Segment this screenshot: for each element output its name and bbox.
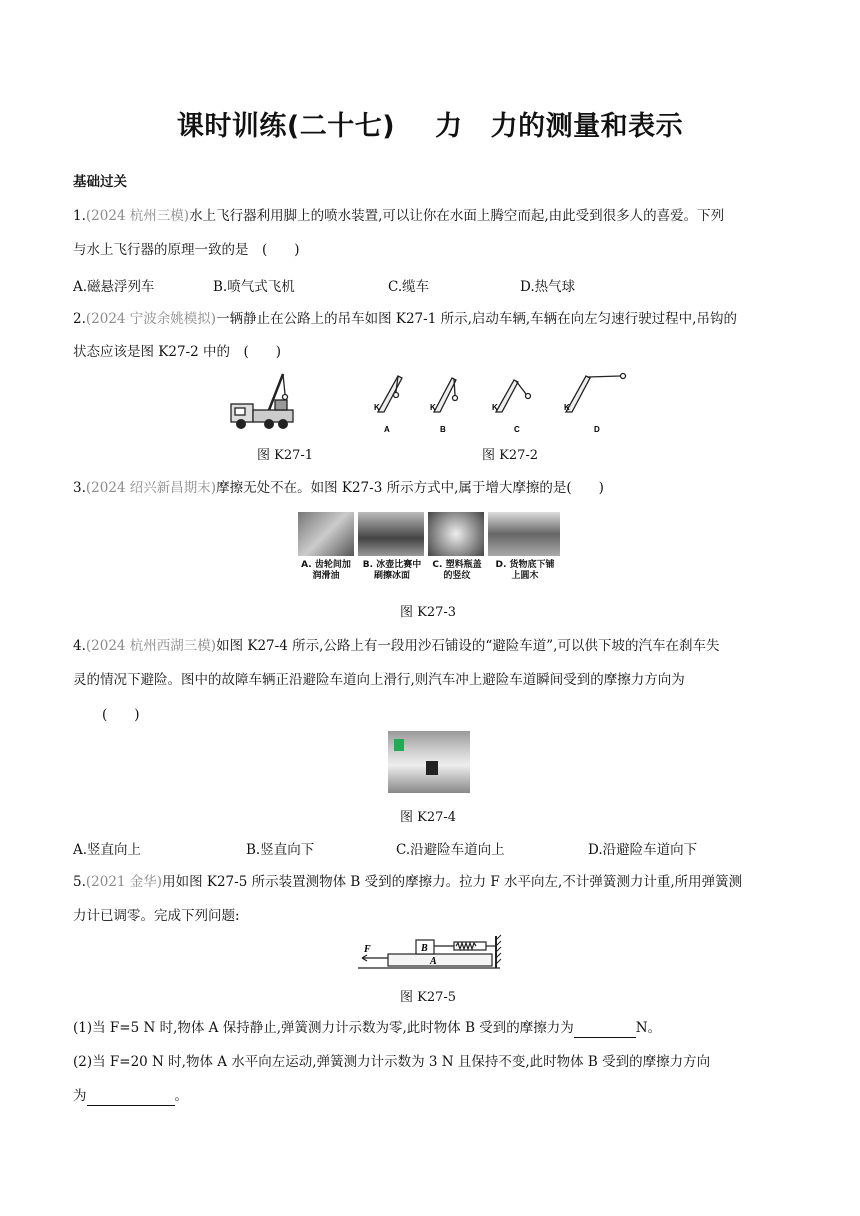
- q3-line-1: [73, 478, 793, 498]
- q4-source: (2024 杭州西湖三模): [85, 638, 217, 654]
- q2-number: 2.: [73, 311, 86, 327]
- crane-label-d: K: [564, 403, 570, 412]
- fig-k27-4-caption: 图 K27-4: [400, 810, 457, 825]
- crane-truck-figure: [225, 370, 315, 432]
- section-heading: 基础过关: [73, 174, 127, 190]
- spring-scale-figure: [358, 932, 504, 978]
- q4-option-d: D.沿避险车道向下: [588, 842, 698, 858]
- photo-d-label: D. 货物底下铺 上圆木: [495, 560, 555, 581]
- option-label-d: D: [594, 425, 600, 434]
- q1-option-b: B.喷气式飞机: [213, 279, 295, 295]
- photo-logs: [488, 512, 560, 556]
- q5-sub-1: [73, 1018, 793, 1038]
- fig-k27-5-caption: 图 K27-5: [400, 990, 457, 1005]
- q1-text-1: 水上飞行器利用脚上的喷水装置,可以让你在水面上腾空而起,由此受到很多人的喜爱。下列: [189, 208, 725, 224]
- q5-sub-2-line-1: (2)当 F=20 N 时,物体 A 水平向左运动,弹簧测力计示数为 3 N 且保持不变,此时物体 B 受到的摩擦力方向: [73, 1054, 711, 1070]
- q2-line-1: [73, 309, 793, 329]
- photo-c-label: C. 塑料瓶盖 的竖纹: [432, 560, 482, 581]
- crane-label-b: K: [430, 403, 436, 412]
- q5-number: 5.: [73, 874, 86, 890]
- q5-sub-2-answer-blank[interactable]: [87, 1091, 175, 1106]
- q5-sub-1-unit: N。: [635, 1020, 662, 1036]
- object-b-label: B: [421, 943, 428, 954]
- fig-k27-3-caption: 图 K27-3: [400, 605, 457, 620]
- q5-line-1: [73, 872, 793, 892]
- q1-option-a: A.磁悬浮列车: [73, 279, 155, 295]
- q3-source: (2024 绍兴新昌期末): [85, 480, 217, 496]
- page-title: [0, 104, 860, 143]
- title-main: 课时训练(二十七): [176, 111, 396, 142]
- q1-source: (2024 杭州三模): [85, 208, 190, 224]
- q5-sub-1-text: (1)当 F=5 N 时,物体 A 保持静止,弹簧测力计示数为零,此时物体 B 受到的摩擦力为: [73, 1020, 574, 1036]
- photo-a-label: A. 齿轮间加 润滑油: [301, 560, 351, 581]
- q4-number: 4.: [73, 638, 86, 654]
- q4-line-3: ( ): [102, 707, 140, 723]
- q4-line-1: [73, 636, 793, 656]
- q4-line-2: 灵的情况下避险。图中的故障车辆正沿避险车道向上滑行,则汽车冲上避险车道瞬间受到的摩擦力方向为: [73, 672, 685, 688]
- q5-sub-2-end: 。: [174, 1088, 188, 1104]
- q4-option-c: C.沿避险车道向上: [396, 842, 505, 858]
- option-label-b: B: [440, 425, 446, 434]
- force-f-label: F: [364, 944, 371, 955]
- q1-option-d: D.热气球: [520, 279, 576, 295]
- q2-source: (2024 宁波余姚模拟): [85, 311, 217, 327]
- fig-k27-2-caption: 图 K27-2: [482, 448, 539, 463]
- q1-option-c: C.缆车: [388, 279, 430, 295]
- q2-line-2: 状态应该是图 K27-2 中的 ( ): [73, 344, 282, 360]
- title-topic-1: 力: [435, 111, 463, 142]
- object-a-label: A: [430, 956, 437, 967]
- q5-sub-2-line-2: [73, 1086, 793, 1106]
- hook-options-figure: [368, 368, 640, 438]
- q4-option-a: A.竖直向上: [73, 842, 142, 858]
- title-topic-2: 力的测量和表示: [490, 111, 684, 142]
- q5-source: (2021 金华): [85, 874, 163, 890]
- photo-b-label: B. 冰壶比赛中 刷擦冰面: [362, 560, 422, 581]
- q3-number: 3.: [73, 480, 86, 496]
- q1-line-2: 与水上飞行器的原理一致的是 ( ): [73, 242, 300, 258]
- photo-bottle-cap: [428, 512, 484, 556]
- photo-escape-lane: [388, 731, 470, 793]
- q1-line-1: [73, 206, 793, 226]
- crane-label-a: K: [374, 403, 380, 412]
- q5-text-1: 用如图 K27-5 所示装置测物体 B 受到的摩擦力。拉力 F 水平向左,不计弹簧测力计重,所用弹簧测: [162, 874, 743, 890]
- crane-label-c: K: [492, 403, 498, 412]
- q2-text-1: 一辆静止在公路上的吊车如图 K27-1 所示,启动车辆,车辆在向左匀速行驶过程中,吊钩的: [216, 311, 737, 327]
- q5-line-2: 力计已调零。完成下列问题:: [73, 908, 240, 924]
- q3-text-1: 摩擦无处不在。如图 K27-3 所示方式中,属于增大摩擦的是( ): [216, 480, 604, 496]
- q5-sub-2-text: 为: [73, 1088, 87, 1104]
- q1-number: 1.: [73, 208, 86, 224]
- photo-gears: [298, 512, 354, 556]
- q5-sub-1-answer-blank[interactable]: [574, 1023, 636, 1038]
- option-label-c: C: [514, 425, 520, 434]
- q4-text-1: 如图 K27-4 所示,公路上有一段用沙石铺设的“避险车道”,可以供下坡的汽车在刹车失: [216, 638, 720, 654]
- option-label-a: A: [384, 425, 390, 434]
- q4-option-b: B.竖直向下: [246, 842, 315, 858]
- photo-curling: [358, 512, 424, 556]
- fig-k27-1-caption: 图 K27-1: [257, 448, 314, 463]
